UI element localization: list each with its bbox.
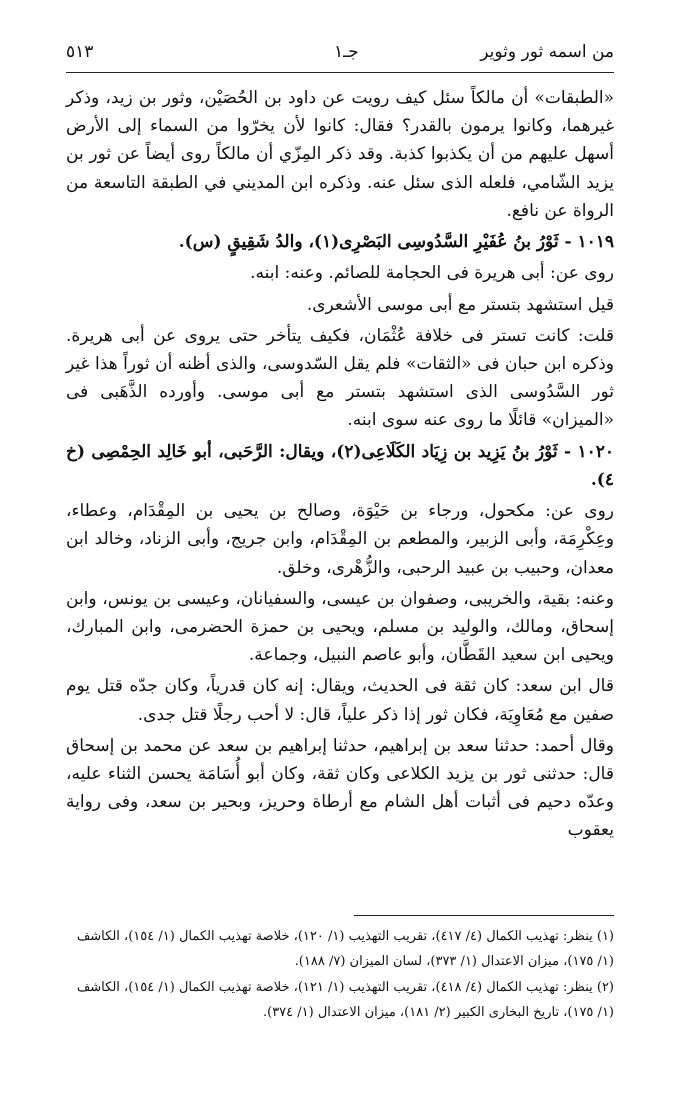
- paragraph: روى عن: مكحول، ورجاء بن حَيْوَة، وصالح بن يحيى بن المِقْدَام، وعطاء، وعِكْرِمَة، وأبى الزبير، والمطعم بن المِقْدَام، وابن جريج، وأبى الزناد، وخالد ابن معدان، وحبيب بن عبيد الرحبى، والزُّهْرى، وخلق.: [66, 501, 614, 578]
- page-number: ٥١٣: [66, 42, 94, 62]
- paragraph: قيل استشهد بتستر مع أبى موسى الأشعرى.: [306, 294, 614, 315]
- footnote: (١) ينظر: تهذيب الكمال (٤/ ٤١٧)، تقريب التهذيب (١/ ١٢٠)، خلاصة تهذيب الكمال (١/ ١٥٤)، الكاشف (١/ ١٧٥)، ميزان الاعتدال (١/ ٣٧٣)، لسان الميزان (٧/ ١٨٨).: [76, 929, 614, 970]
- paragraph: وعنه: بقية، والخريبى، وصفوان بن عيسى، والسفيانان، وعيسى بن يونس، وابن إسحاق، ومالك، والوليد بن مسلم، ويحيى بن حمزة الحضرمى، وابن المبارك، ويحيى ابن سعيد القَطَّان، وأبو عاصم النبيل، وجماعة.: [66, 588, 614, 666]
- header-divider: [66, 72, 614, 73]
- paragraph: روى عن: أبى هريرة فى الحجامة للصائم. وعنه: ابنه.: [250, 263, 614, 284]
- header-title: من اسمه ثور وثوير: [480, 42, 614, 62]
- paragraph: قلت: كانت تستر فى خلافة عُثْمَان، فكيف يتأخر حتى يروى عن أبى هريرة. وذكره ابن حبان فى «الثقات» فلم يقل السّدوسى، والذى أظنه أن ثوراً هذا غير ثور السَّدُوسى الذى استشهد بتستر مع أبى موسى. وأورده الذَّهَبى فى «الميزان» قائلًا ما روى عنه سوى ابنه.: [66, 325, 614, 431]
- paragraph: «الطبقات» أن مالكاً سئل كيف رويت عن داود بن الحُصَيْن، وثور بن زيد، وذكر غيرهما، وكانوا يرمون بالقدر؟ فقال: كانوا لأن يخرّوا من السماء إلى الأرض أسهل عليهم من أن يكذبوا كذبة. وقد ذكر المِزّي أن مالكاً روى أيضاً عن ثور بن يزيد الشّامي، فلعله الذى سئل عنه. وذكره ابن المديني في الطبقة التاسعة من الرواة عن نافع.: [66, 88, 614, 221]
- paragraph: قال ابن سعد: كان ثقة فى الحديث، ويقال: إنه كان قدرياً، وكان جدّه قتل يوم صفين مع مُعَاوِيَة، فكان ثور إذا ذكر علياً، قال: لا أحب رجلًا قتل جدى.: [66, 676, 614, 725]
- footnote: (٢) ينظر: تهذيب الكمال (٤/ ٤١٨)، تقريب التهذيب (١/ ١٢١)، خلاصة تهذيب الكمال (١/ ١٥٤)، الكاشف (١/ ١٧٥)، تاريخ البخارى الكبير (٢/ ١٨١)، ميزان الاعتدال (١/ ٣٧٤).: [76, 979, 614, 1021]
- running-header: [66, 36, 614, 66]
- paragraph: وقال أحمد: حدثنا سعد بن إبراهيم، حدثنا إبراهيم بن سعد عن محمد بن إسحاق قال: حدثنى ثور بن يزيد الكلاعى وكان ثقة، وكان أبو أُسَامَة يحسن الثناء عليه، وعدّه دحيم فى أثبات أهل الشام مع أرطاة وحريز، وبحير بن سعد، وفى رواية يعقوب: [66, 735, 614, 841]
- footnote-divider: [354, 915, 614, 916]
- entry-heading-1020: ١٠٢٠ - ثَوْرُ بنُ يَزِيد بن زِيَاد الكَلَاعِى(٢)، ويقال: الرَّحَبى، أبو خَالِد الحِمْصِى (خ ٤).: [66, 441, 614, 490]
- footnotes: [66, 924, 614, 1025]
- main-text: [66, 84, 614, 848]
- entry-heading-1019: ١٠١٩ - ثَوْرُ بنُ عُفَيْرِ السَّدُوسِى البَصْرِى(١)، والدُ شَقِيقٍ (س).: [178, 232, 614, 253]
- volume-number: جـ١: [334, 42, 359, 62]
